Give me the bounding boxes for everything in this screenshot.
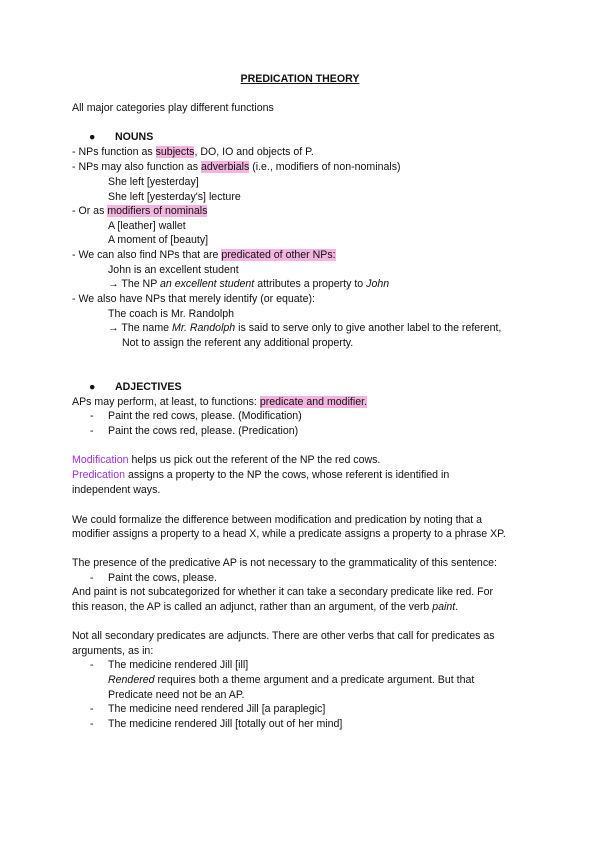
paragraph-line: arguments, as in: — [72, 645, 154, 657]
paragraph-line — [72, 600, 458, 614]
text: is said to serve only to give another label to the referent, — [235, 322, 502, 334]
nouns-line-identify: - We also have NPs that merely identify (or equate): — [72, 293, 315, 305]
paragraph-line: The presence of the predicative AP is not necessary to the grammaticality of this sentence: — [72, 557, 497, 569]
list-item — [90, 409, 302, 423]
example-line: John is an excellent student — [108, 264, 239, 276]
text: - NPs function as — [72, 146, 156, 158]
example-line: The coach is Mr. Randolph — [108, 308, 235, 320]
page-title: PREDICATION THEORY — [240, 73, 360, 85]
text: The medicine rendered Jill [totally out of her mind] — [108, 718, 343, 730]
adjectives-line-functions — [72, 395, 367, 409]
adjectives-heading-text: ADJECTIVES — [115, 381, 182, 393]
bullet-icon: ● — [89, 131, 96, 143]
text: APs may perform, at least, to functions: — [72, 396, 260, 408]
paragraph-line: And paint is not subcategorized for whether it can take a secondary predicate like red. For — [72, 586, 494, 598]
list-item — [90, 571, 217, 585]
highlight-adverbials: adverbials — [200, 161, 250, 173]
note-line — [108, 673, 474, 687]
text: Paint the red cows, please. (Modification) — [108, 410, 302, 422]
text: , DO, IO and objects of P. — [194, 146, 314, 158]
dash-icon: - — [90, 659, 94, 671]
nouns-line-predicated — [72, 248, 336, 262]
italic-text: Rendered — [108, 674, 155, 686]
dash-icon: - — [90, 425, 94, 437]
example-line: A [leather] wallet — [108, 220, 186, 232]
arrow-icon: → — [108, 278, 119, 290]
dash-icon: - — [90, 703, 94, 715]
dash-icon: - — [90, 410, 94, 422]
text: requires both a theme argument and a predicate argument. But that — [154, 674, 475, 686]
italic-text: Mr. Randolph — [172, 322, 236, 334]
bullet-icon: ● — [89, 381, 96, 393]
paragraph-line: Not all secondary predicates are adjuncts. There are other verbs that call for predicates as — [72, 630, 495, 642]
text: - We can also find NPs that are — [72, 249, 222, 261]
highlight-modifiers-of-nominals: modifiers of nominals — [107, 205, 208, 217]
italic-text: paint — [432, 601, 456, 613]
dash-icon: - — [90, 572, 94, 584]
text: The NP — [118, 278, 161, 290]
text: attributes a property to — [254, 278, 367, 290]
note-line — [108, 277, 389, 291]
example-line: A moment of [beauty] — [108, 234, 209, 246]
nouns-heading-text: NOUNS — [115, 131, 154, 143]
modification-line — [72, 453, 380, 467]
nouns-line-subjects — [72, 145, 314, 159]
term-modification: Modification — [72, 454, 129, 466]
dash-icon: - — [90, 718, 94, 730]
text: helps us pick out the referent of the NP the red cows. — [128, 454, 381, 466]
example-line: She left [yesterday] — [108, 176, 199, 188]
text: - NPs may also function as — [72, 161, 201, 173]
note-line: Not to assign the referent any additional property. — [122, 337, 354, 349]
text: . — [455, 601, 459, 613]
adjectives-heading — [89, 380, 182, 394]
paragraph-line: modifier assigns a property to a head X, while a predicate assigns a property to a phrase XP. — [72, 528, 506, 540]
paragraph-line: independent ways. — [72, 484, 161, 496]
text: The name — [118, 322, 172, 334]
list-item — [90, 424, 298, 438]
text: this reason, the AP is called an adjunct, rather than an argument, of the verb — [72, 601, 433, 613]
nouns-line-modifiers — [72, 204, 207, 218]
list-item — [90, 702, 325, 716]
example-line: She left [yesterday's] lecture — [108, 191, 241, 203]
text: - Or as — [72, 205, 108, 217]
list-item — [90, 717, 342, 731]
text: The medicine rendered Jill [ill] — [108, 659, 249, 671]
highlight-predicated: predicated of other NPs: — [221, 249, 336, 261]
list-item — [90, 658, 248, 672]
text: assigns a property to the NP the cows, whose referent is identified in — [125, 469, 450, 481]
italic-text: John — [366, 278, 390, 290]
paragraph-line: We could formalize the difference between modification and predication by noting that a — [72, 514, 483, 526]
nouns-heading — [89, 130, 153, 144]
text: (i.e., modifiers of non-nominals) — [249, 161, 401, 173]
nouns-line-adverbials — [72, 160, 401, 174]
highlight-predicate-and-modifier: predicate and modifier. — [259, 396, 368, 408]
predication-line — [72, 468, 449, 482]
term-predication: Predication — [72, 469, 125, 481]
text: Paint the cows, please. — [108, 572, 217, 584]
text: The medicine need rendered Jill [a paraplegic] — [108, 703, 326, 715]
arrow-icon: → — [108, 322, 119, 334]
italic-text: an excellent student — [160, 278, 255, 290]
note-line: Predicate need not be an AP. — [108, 689, 245, 701]
intro-line: All major categories play different functions — [72, 102, 274, 114]
text: Paint the cows red, please. (Predication) — [108, 425, 299, 437]
highlight-subjects: subjects — [155, 146, 195, 158]
note-line — [108, 321, 501, 335]
